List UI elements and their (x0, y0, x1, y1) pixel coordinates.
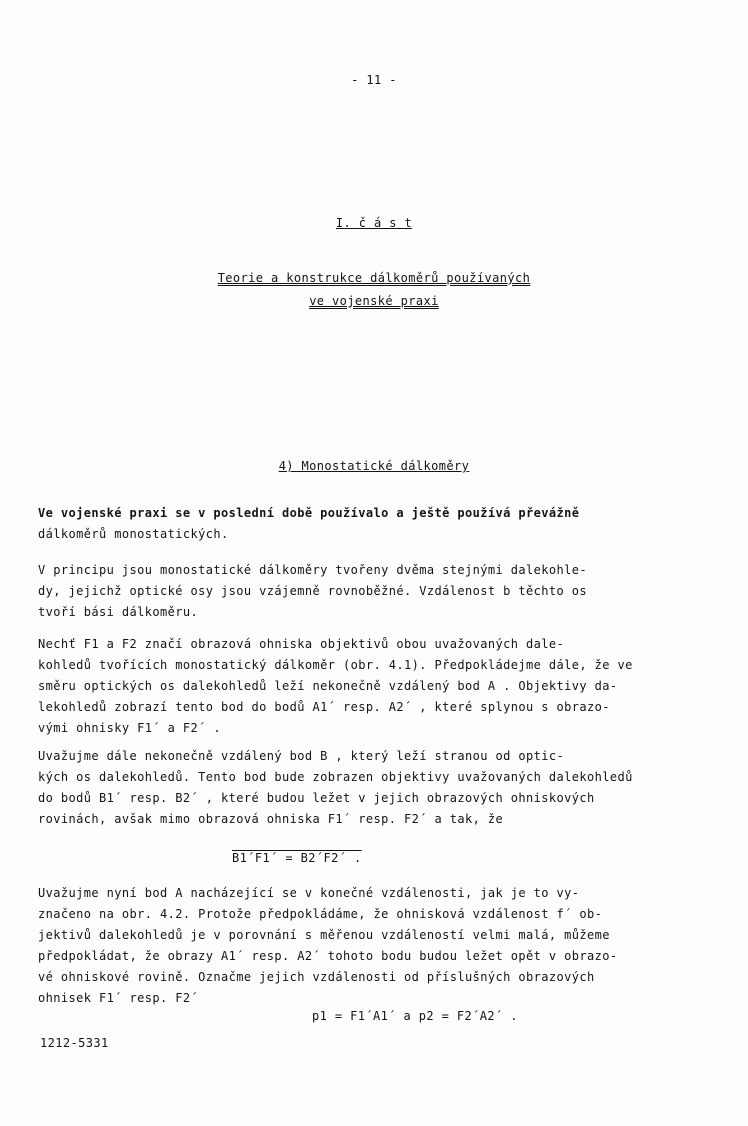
text-line: lekohledů zobrazí tento bod do bodů A1´ resp. A2´ , které splynou s obrazo- (38, 700, 610, 714)
paragraph-2 (38, 560, 587, 623)
document-code: 1212-5331 (40, 1036, 109, 1050)
text-line: ohnisek F1´ resp. F2´ (38, 991, 199, 1005)
text-line: kohledů tvořících monostatický dálkoměr (obr. 4.1). Předpokládejme dále, že ve (38, 658, 633, 672)
paragraph-3 (38, 634, 633, 739)
paragraph-5 (38, 883, 617, 1009)
part-heading: I. č á s t (335, 216, 413, 230)
text-line: V principu jsou monostatické dálkoměry tvořeny dvěma stejnými dalekohle- (38, 563, 587, 577)
section-heading: 4) Monostatické dálkoměry (278, 459, 470, 473)
text-line: Nechť F1 a F2 značí obrazová ohniska objektivů obou uvažovaných dale- (38, 637, 565, 651)
paragraph-1 (38, 503, 579, 545)
text-line: Uvažujme nyní bod A nacházející se v konečné vzdálenosti, jak je to vy- (38, 886, 580, 900)
text-line: rovinách, avšak mimo obrazová ohniska F1´ resp. F2´ a tak, že (38, 812, 504, 826)
text-line: vé ohniskové rovině. Označme jejich vzdálenosti od příslušných obrazových (38, 970, 595, 984)
equation-1: B1´F1´ = B2´F2´ . (232, 851, 362, 865)
paragraph-4 (38, 746, 633, 830)
text-line: dy, jejichž optické osy jsou vzájemně rovnoběžné. Vzdálenost b těchto os (38, 584, 587, 598)
text-line: směru optických os dalekohledů leží nekonečně vzdálený bod A . Objektivy da- (38, 679, 618, 693)
equation-2: p1 = F1´A1´ a p2 = F2´A2´ . (312, 1009, 518, 1023)
text-line: vými ohnisky F1´ a F2´ . (38, 721, 221, 735)
text-line: jektivů dalekohledů je v porovnání s měřenou vzdáleností velmi malá, můžeme (38, 928, 610, 942)
text-line: značeno na obr. 4.2. Protože předpokládáme, že ohnisková vzdálenost f´ ob- (38, 907, 603, 921)
text-line: dálkoměrů monostatických. (38, 527, 229, 541)
text-line: tvoří bási dálkoměru. (38, 605, 199, 619)
title-line-1: Teorie a konstrukce dálkoměrů používaných (217, 271, 531, 285)
text-line: Ve vojenské praxi se v poslední době používalo a ještě používá převážně (38, 506, 580, 520)
text-line: kých os dalekohledů. Tento bod bude zobrazen objektivy uvažovaných dalekohledů (38, 770, 633, 784)
text-line: předpokládat, že obrazy A1´ resp. A2´ tohoto bodu budou ležet opět v obrazo- (38, 949, 618, 963)
text-line: Uvažujme dále nekonečně vzdálený bod B , který leží stranou od optic- (38, 749, 565, 763)
page-number: - 11 - (351, 73, 397, 87)
title-line-2: ve vojenské praxi (309, 294, 439, 308)
text-line: do bodů B1´ resp. B2´ , které budou ležet v jejich obrazových ohniskových (38, 791, 595, 805)
